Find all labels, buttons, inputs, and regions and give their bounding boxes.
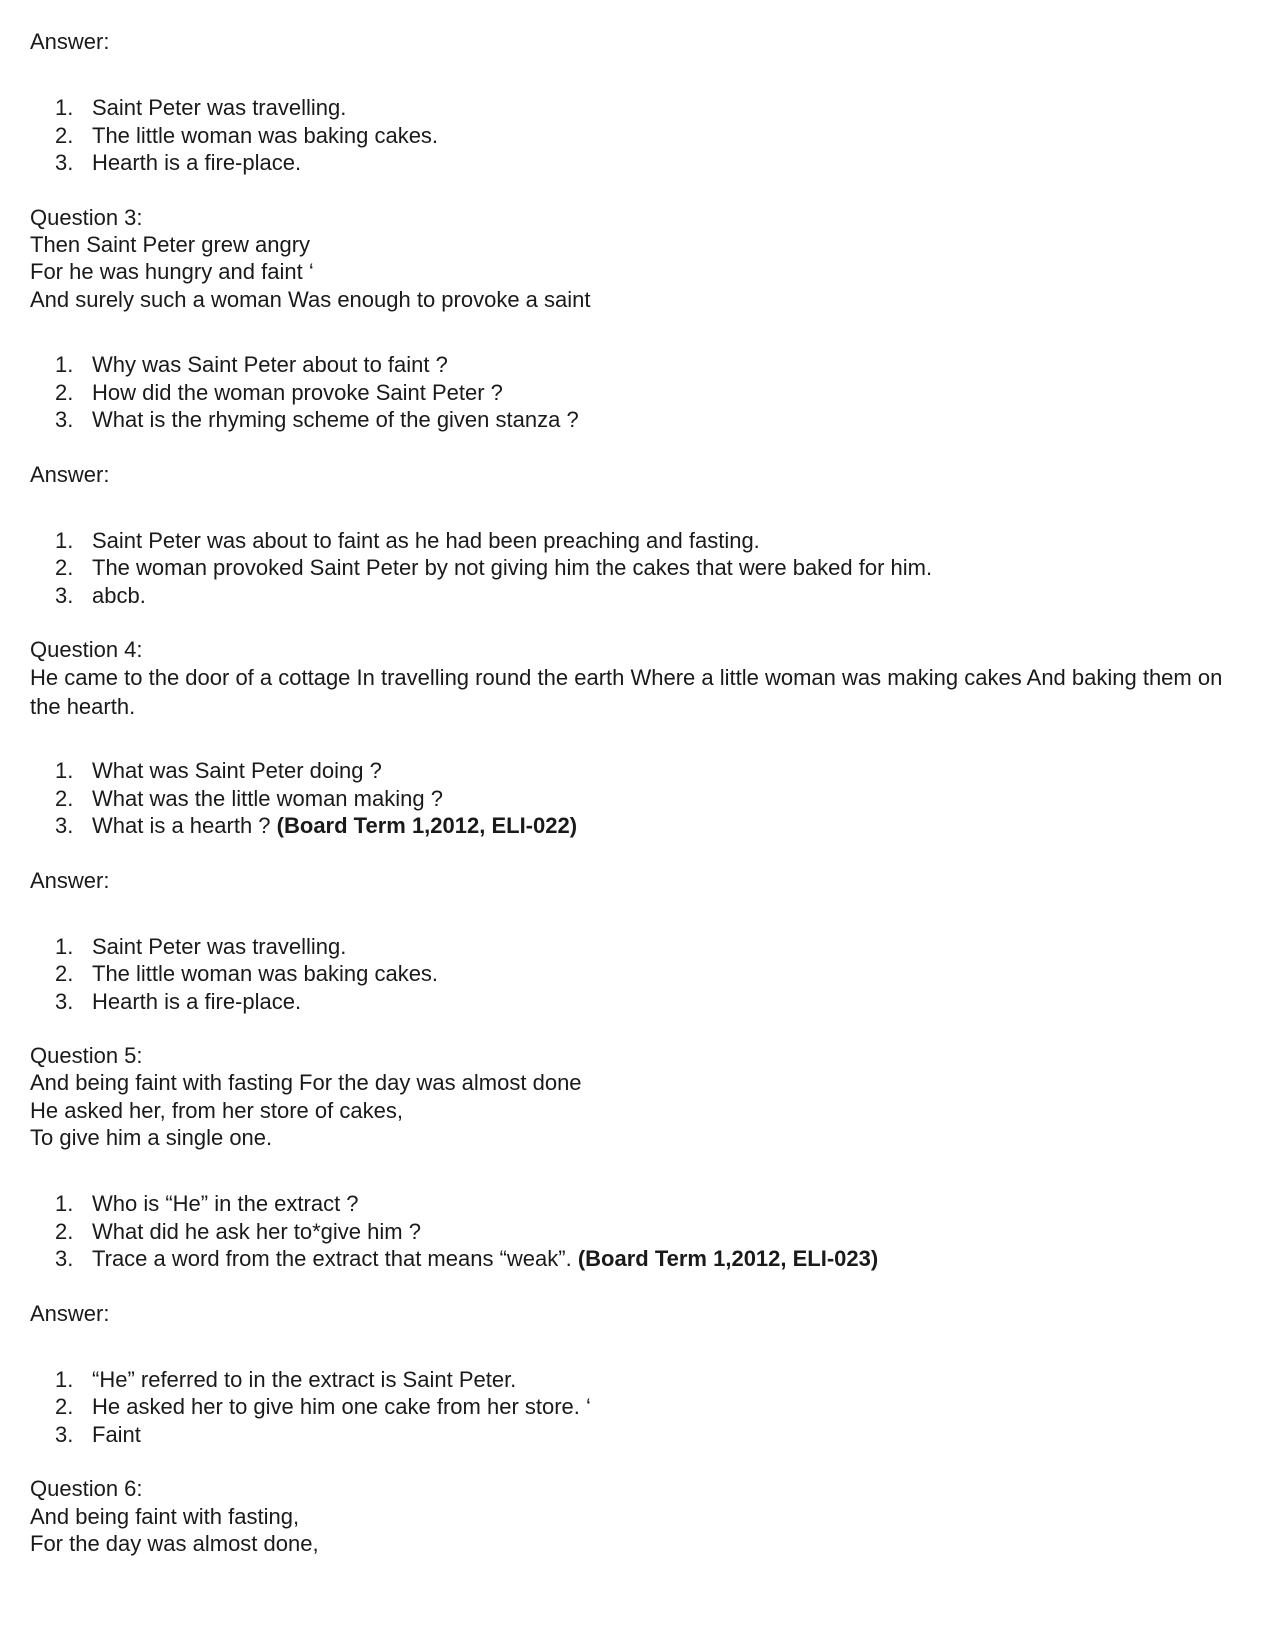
question-heading: Question 4: xyxy=(30,637,143,662)
extract-line: Then Saint Peter grew angry xyxy=(30,232,311,257)
list-number: 2. xyxy=(55,123,74,148)
question-heading: Question 6: xyxy=(30,1476,143,1501)
answer-heading: Answer: xyxy=(30,868,110,893)
list-number: 1. xyxy=(55,95,74,120)
extract-paragraph: He came to the door of a cottage In travelling round the earth Where a little woman was making cakes And baking them on the hearth. xyxy=(30,665,1223,719)
answer-heading: Answer: xyxy=(30,29,110,54)
answer-heading: Answer: xyxy=(30,462,110,487)
extract-line: And surely such a woman Was enough to provoke a saint xyxy=(30,287,591,312)
list-number: 3. xyxy=(55,150,74,175)
answer-heading: Answer: xyxy=(30,1301,110,1326)
extract-line: To give him a single one. xyxy=(30,1125,273,1150)
board-reference: (Board Term 1,2012, ELI-023) xyxy=(577,1246,879,1271)
question-heading: Question 5: xyxy=(30,1043,143,1068)
extract-line: For he was hungry and faint ‘ xyxy=(30,259,314,284)
extract-line: For the day was almost done, xyxy=(30,1531,319,1556)
extract-line: And being faint with fasting, xyxy=(30,1504,300,1529)
board-reference: (Board Term 1,2012, ELI-022) xyxy=(276,813,578,838)
question-heading: Question 3: xyxy=(30,205,143,230)
extract-line: He asked her, from her store of cakes, xyxy=(30,1098,403,1123)
extract-line: And being faint with fasting For the day was almost done xyxy=(30,1070,582,1095)
